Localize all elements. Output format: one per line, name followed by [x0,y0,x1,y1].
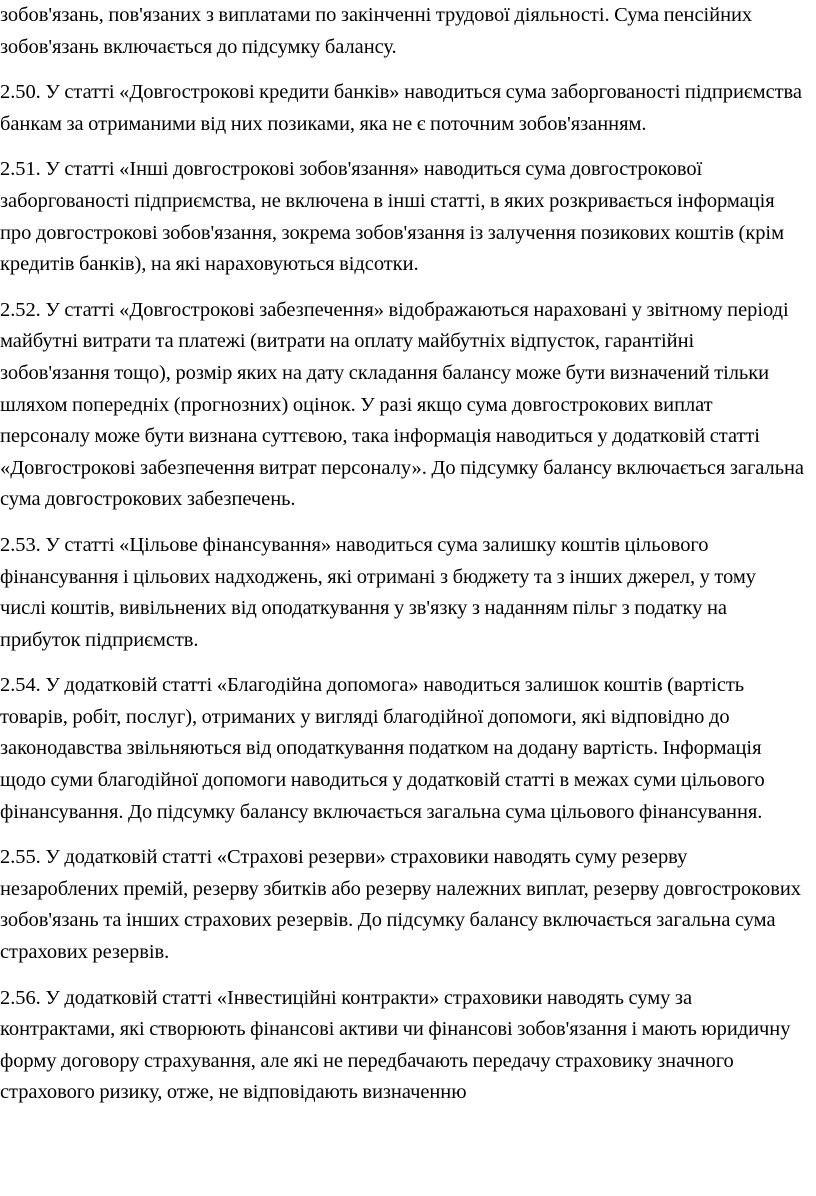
paragraph-2-50: 2.50. У статті «Довгострокові кредити банків» наводиться сума заборгованості підприємства банкам за отриманими від них позиками, яка не є поточним зобов'язанням. [0,81,802,135]
paragraph-2-56: 2.56. У додатковій статті «Інвестиційні контракти» страховики наводять суму за контрактами, які створюють фінансові активи чи фінансові зобов'язання і мають юридичну форму договору страхування, але які не передбачають передачу страховику значного страхового ризику, отже, не відповідають визначенню [0,986,791,1104]
paragraph-2-52: 2.52. У статті «Довгострокові забезпечення» відображаються нараховані у звітному періоді майбутні витрати та платежі (витрати на оплату майбутніх відпусток, гарантійні зобов'язання тощо), розмір яких на дату складання балансу може бути визначений тільки шляхом попередніх (прогнозних) оцінок. У разі якщо сума довгострокових виплат персоналу може бути визнана суттєвою, така інформація наводиться у додатковій статті «Довгострокові забезпечення витрат персоналу». До підсумку балансу включається загальна сума довгострокових забезпечень. [0,298,804,511]
paragraph-pension-obligations: зобов'язань, пов'язаних з виплатами по закінченні трудової діяльності. Сума пенсійних зобов'язань включається до підсумку балансу. [0,4,753,58]
paragraph-2-51: 2.51. У статті «Інші довгострокові зобов'язання» наводиться сума довгострокової заборгованості підприємства, не включена в інші статті, в яких розкривається інформація про довгострокові зобов'язання, зокрема зобов'язання із залучення позикових коштів (крім кредитів банків), на які нараховуються відсотки. [0,158,784,276]
paragraph-2-55: 2.55. У додатковій статті «Страхові резерви» страховики наводять суму резерву незароблених премій, резерву збитків або резерву належних виплат, резерву довгострокових зобов'язань та інших страхових резервів. До підсумку балансу включається загальна сума страхових резервів. [0,846,801,964]
paragraph-2-54: 2.54. У додатковій статті «Благодійна допомога» наводиться залишок коштів (вартість товарів, робіт, послуг), отриманих у вигляді благодійної допомоги, які відповідно до законодавства звільняються від оподаткування податком на додану вартість. Інформація щодо суми благодійної допомоги наводиться у додатковій статті в межах суми цільового фінансування. До підсумку балансу включається загальна сума цільового фінансування. [0,674,765,823]
paragraph-2-53: 2.53. У статті «Цільове фінансування» наводиться сума залишку коштів цільового фінансування і цільових надходжень, які отримані з бюджету та з інших джерел, у тому числі коштів, вивільнених від оподаткування у зв'язку з наданням пільг з податку на прибуток підприємств. [0,533,756,651]
